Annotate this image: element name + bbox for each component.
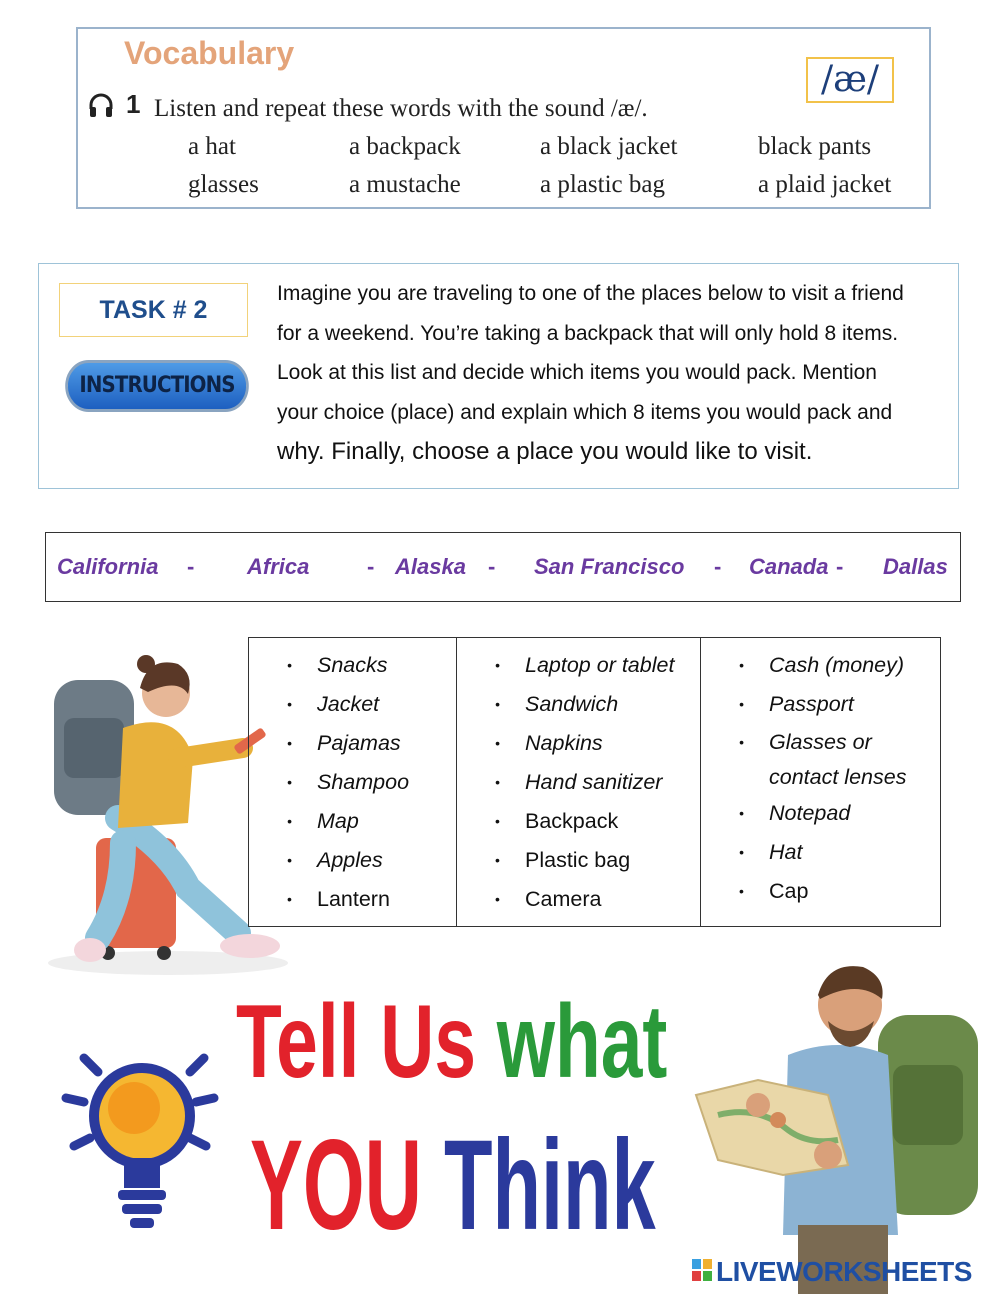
task-line: why. Finally, choose a place you would like to visit. <box>277 438 813 465</box>
vocab-word: a plaid jacket <box>758 171 892 198</box>
list-item: • Backpack <box>495 809 619 833</box>
place-separator: - <box>187 554 195 579</box>
vocab-word: a mustache <box>349 171 461 198</box>
liveworksheets-logo[interactable]: LIVEWORKSHEETS <box>716 1256 972 1287</box>
task-label: TASK # 2 <box>59 283 248 337</box>
list-item: • Hand sanitizer <box>495 770 663 794</box>
instructions-button: INSTRUCTIONS <box>65 360 249 412</box>
list-item: • Passport <box>739 692 854 716</box>
lightbulb-icon <box>54 1038 224 1238</box>
list-item: • Pajamas <box>287 731 401 755</box>
vocab-word: a backpack <box>349 133 461 160</box>
list-item: • Map <box>287 809 359 833</box>
headphones-icon[interactable] <box>88 93 114 119</box>
list-item: • Napkins <box>495 731 603 755</box>
list-item: • Cash (money) <box>739 653 905 677</box>
list-item: • Camera <box>495 887 602 911</box>
banner-line-2 <box>250 1114 656 1257</box>
banner-think: Think <box>444 1114 656 1257</box>
places-box <box>45 532 961 602</box>
banner-what: what <box>496 984 668 1100</box>
list-item: • Cap <box>739 879 809 903</box>
place-separator: - <box>714 554 722 579</box>
packing-items-table <box>248 637 941 927</box>
list-item: • Laptop or tablet <box>495 653 675 677</box>
task-line: Imagine you are traveling to one of the places below to visit a friend <box>277 282 904 305</box>
vocabulary-box <box>76 27 931 209</box>
sound-symbol-box: /æ/ <box>806 57 894 103</box>
place-option: Africa <box>247 554 310 579</box>
banner-line-1 <box>236 984 668 1100</box>
list-item: • Hat <box>739 840 803 864</box>
task-line: your choice (place) and explain which 8 items you would pack and <box>277 400 893 424</box>
vocab-word: a plastic bag <box>540 171 665 198</box>
task-box <box>38 263 959 489</box>
list-item: • Snacks <box>287 653 388 677</box>
place-option: California <box>57 554 159 579</box>
items-column-2 <box>495 646 675 934</box>
task-line: Look at this list and decide which items you would pack. Mention <box>277 361 877 384</box>
vocab-word: a black jacket <box>540 133 678 160</box>
man-traveler-illustration <box>688 955 996 1294</box>
column-divider <box>456 638 457 926</box>
list-item: • Shampoo <box>287 770 410 794</box>
vocabulary-instruction: Listen and repeat these words with the sound /æ/. <box>154 95 648 122</box>
task-instructions-text <box>277 274 947 472</box>
list-item: • Jacket <box>287 692 380 716</box>
list-item: • Notepad <box>739 801 851 825</box>
items-column-3 <box>739 646 907 934</box>
banner-tell-us: Tell Us <box>236 984 476 1100</box>
task-line: for a weekend. You’re taking a backpack that will only hold 8 items. <box>277 321 899 345</box>
place-option: Canada <box>749 554 829 579</box>
exercise-number: 1 <box>126 89 141 119</box>
vocab-word: black pants <box>758 133 872 160</box>
place-option: Alaska <box>395 554 466 579</box>
column-divider <box>700 638 701 926</box>
liveworksheets-logo-icon <box>692 1259 712 1281</box>
items-column-1 <box>287 646 410 934</box>
list-item: • Glasses or <box>739 730 872 754</box>
list-item: • Apples <box>287 848 383 872</box>
place-separator: - <box>836 554 844 579</box>
list-item-continuation: contact lenses <box>769 765 907 789</box>
list-item: • Lantern <box>287 887 390 911</box>
vocab-word: glasses <box>188 171 259 198</box>
place-separator: - <box>367 554 375 579</box>
banner-you: YOU <box>250 1114 422 1257</box>
list-item: • Sandwich <box>495 692 619 716</box>
place-separator: - <box>488 554 496 579</box>
place-option: San Francisco <box>534 554 685 579</box>
place-option: Dallas <box>883 554 948 579</box>
list-item: • Plastic bag <box>495 848 631 872</box>
vocab-word: a hat <box>188 133 236 160</box>
vocabulary-title: Vocabulary <box>124 35 295 71</box>
